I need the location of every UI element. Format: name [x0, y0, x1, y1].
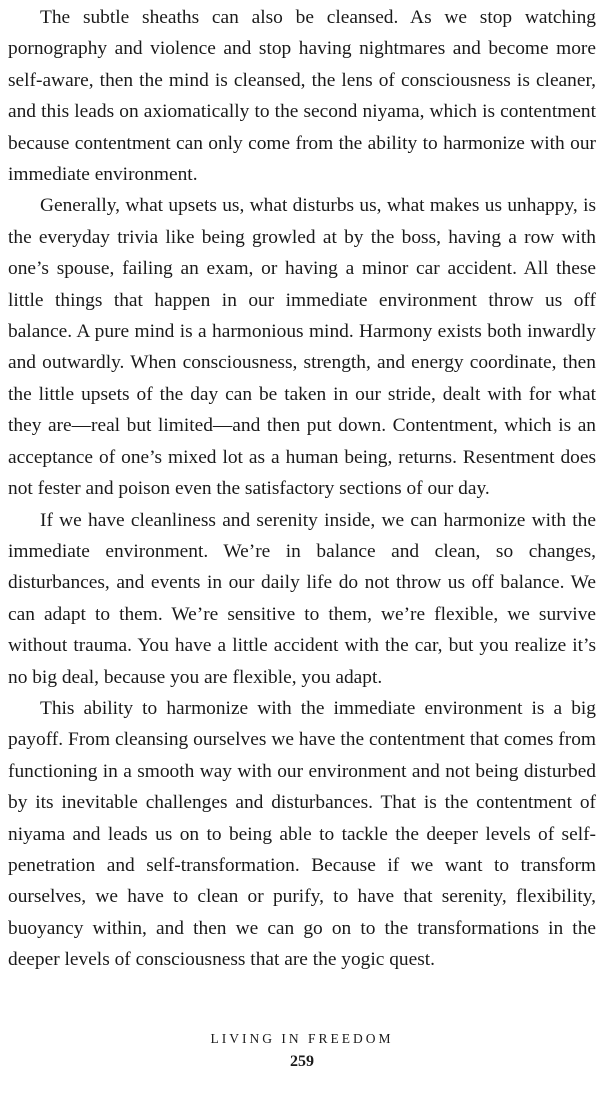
paragraph-serenity: If we have cleanliness and serenity inside, we can harmonize with the immediate environment. We’re in balance and clean, so changes, disturbances, and events in our daily life do not throw us off balance. We can adapt to them. We’re sensitive to them, we’re flexible, we survive without trauma. You have a little accident with the car, but you realize it’s no big deal, because you are flexible, you adapt. — [8, 509, 596, 688]
paragraph-harmonize: This ability to harmonize with the immediate environment is a big payoff. From cleansing ourselves we have the contentment that comes from functioning in a smooth way with our environment and not being disturbed by its inevitable challenges and disturbances. That is the contentment of niyama and leads us on to being able to tackle the deeper levels of self-penetration and self-transformation. Because if we want to transform ourselves, we have to clean or purify, to have that serenity, flexibility, buoyancy within, and then we can go on to the transformations in the deeper levels of consciousness that are the yogic quest. — [8, 697, 596, 971]
page-number: 259 — [290, 1053, 314, 1070]
running-title: LIVING IN FREEDOM — [210, 1031, 394, 1046]
body-text — [8, 2, 596, 976]
paragraph-sheaths: The subtle sheaths can also be cleansed. As we stop watching pornography and violence and stop having nightmares and become more self-aware, then the mind is cleansed, the lens of consciousness is cleaner, and this leads on axiomatically to the second niyama, which is contentment because contentment can only come from the ability to harmonize with our immediate environment. — [8, 7, 596, 186]
paragraph-upsets: Generally, what upsets us, what disturbs us, what makes us unhappy, is the everyday trivia like being growled at by the boss, having a row with one’s spouse, failing an exam, or having a minor car accident. All these little things that happen in our immediate environment throw us off balance. A pure mind is a harmonious mind. Harmony exists both inwardly and outwardly. When consciousness, strength, and energy coordinate, then the little upsets of the day can be taken in our stride, dealt with for what they are—real but limited—and then put down. Contentment, which is an acceptance of one’s mixed lot as a human being, returns. Resentment does not fester and poison even the satisfactory sections of our day. — [8, 195, 596, 500]
book-page — [8, 0, 596, 1095]
